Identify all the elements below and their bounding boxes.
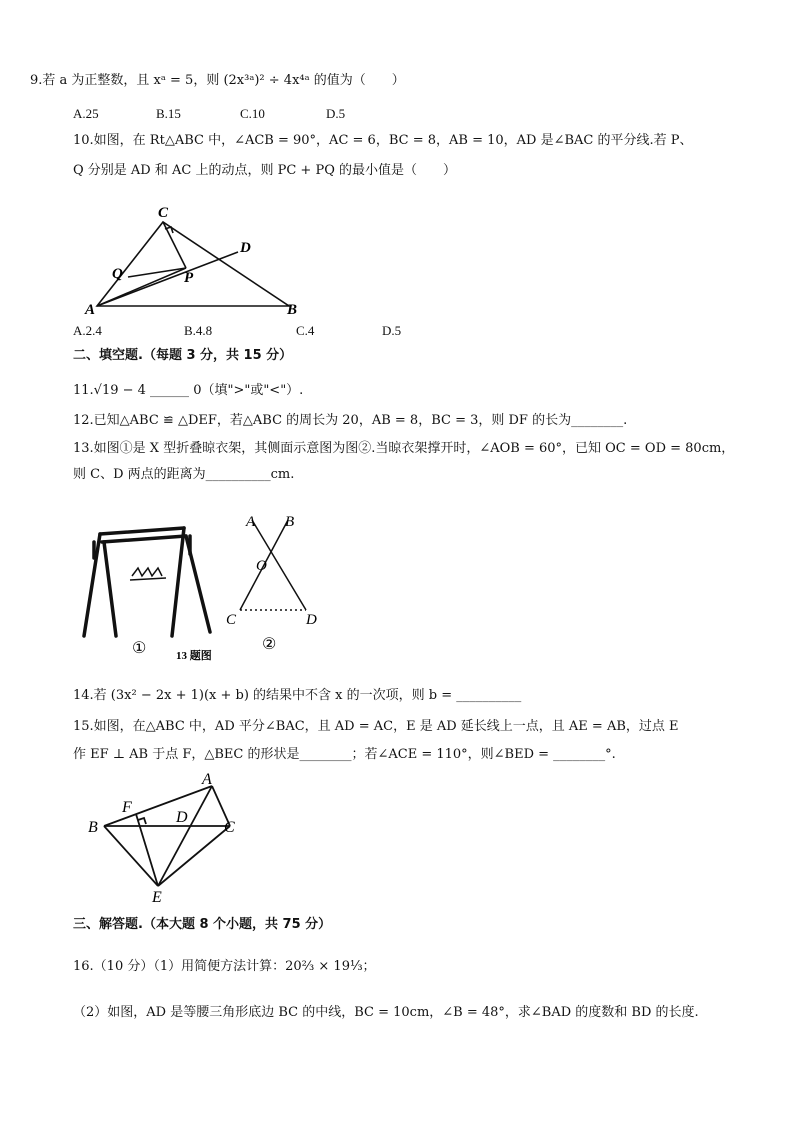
q15-triangle-figure	[84, 770, 264, 910]
clothes-rack-drawing	[84, 528, 210, 636]
q10-triangle-figure	[80, 200, 340, 325]
q10-option-a: A.2.4	[73, 323, 102, 338]
q9-stem: 9.若 a 为正整数，且 xᵃ = 5，则 (2x³ᵃ)² ÷ 4x⁴ᵃ 的值为（ ）	[30, 73, 405, 88]
q10-label-p: P	[184, 270, 194, 286]
q13-figure-1-label: ①	[132, 640, 147, 657]
q10-label-c: C	[158, 205, 169, 221]
q15-label-d: D	[176, 809, 188, 826]
section-3-heading: 三、解答题.（本大题 8 个小题，共 75 分）	[73, 917, 332, 932]
q15-stem-line1: 15.如图，在△ABC 中，AD 平分∠BAC，且 AD = AC，E 是 AD 延长线上一点，且 AE = AB，过点 E	[73, 719, 679, 734]
q14-stem: 14.若 (3x² − 2x + 1)(x + b) 的结果中不含 x 的一次项，则 b = __________	[73, 688, 522, 703]
q13-stem-line2: 则 C、D 两点的距离为__________cm.	[73, 467, 295, 482]
q9-option-a: A.25	[73, 106, 99, 121]
q13-figure-2-label: ②	[262, 636, 277, 653]
q16-stem-line2: （2）如图，AD 是等腰三角形底边 BC 的中线，BC = 10cm，∠B = 48°，求∠BAD 的度数和 BD 的长度.	[73, 1005, 699, 1020]
q10-option-d: D.5	[382, 323, 402, 338]
q9-option-d: D.5	[326, 106, 346, 121]
q13-figure	[80, 506, 340, 666]
q13-stem-line1: 13.如图①是 X 型折叠晾衣架，其侧面示意图为图②.当晾衣架撑开时，∠AOB = 60°，已知 OC = OD = 80cm，	[73, 441, 735, 456]
q12-stem: 12.已知△ABC ≌ △DEF，若△ABC 的周长为 20，AB = 8，BC = 3，则 DF 的长为________.	[73, 413, 628, 428]
q10-stem-line2: Q 分别是 AD 和 AC 上的动点，则 PC + PQ 的最小值是（ ）	[73, 163, 456, 178]
q13-label-o: O	[256, 558, 267, 574]
q15-label-f: F	[122, 799, 132, 816]
q15-label-c: C	[224, 819, 235, 836]
q9-option-b: B.15	[156, 106, 181, 121]
q10-option-c: C.4	[296, 323, 315, 338]
q13-figure-caption: 13 题图	[176, 650, 212, 662]
q10-option-b: B.4.8	[184, 323, 213, 338]
q9-option-c: C.10	[240, 106, 265, 121]
q10-label-a: A	[85, 302, 96, 318]
q16-stem-line1: 16.（10 分）（1）用简便方法计算：20⅔ × 19⅓；	[73, 959, 376, 974]
q13-label-a: A	[246, 514, 256, 530]
q10-label-d: D	[240, 240, 251, 256]
q15-label-a: A	[202, 771, 212, 788]
q13-label-c: C	[226, 612, 237, 628]
q10-label-b: B	[287, 302, 298, 318]
q15-label-e: E	[152, 889, 162, 906]
section-2-heading: 二、填空题.（每题 3 分，共 15 分）	[73, 348, 293, 363]
q15-label-b: B	[88, 819, 98, 836]
q15-stem-line2: 作 EF ⊥ AB 于点 F，△BEC 的形状是________；若∠ACE = 110°，则∠BED = ________°.	[73, 747, 616, 762]
q11-stem: 11.√19 − 4 ______ 0（填">"或"<"）.	[73, 383, 304, 398]
q13-label-d: D	[306, 612, 317, 628]
q13-label-b: B	[285, 514, 295, 530]
q10-stem-line1: 10.如图，在 Rt△ABC 中，∠ACB = 90°，AC = 6，BC = 8，AB = 10，AD 是∠BAC 的平分线.若 P、	[73, 133, 693, 148]
q10-label-q: Q	[112, 266, 123, 282]
